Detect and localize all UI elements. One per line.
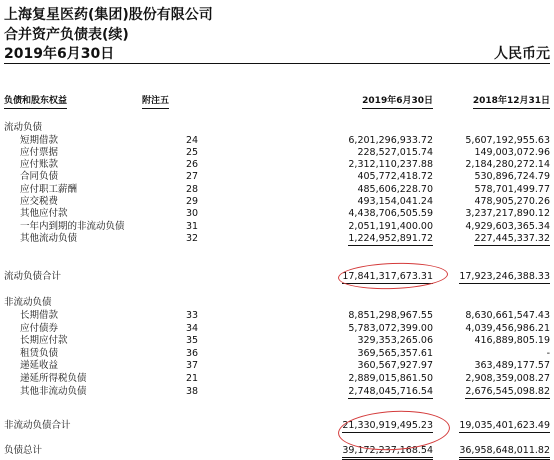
row-value-prior: - [546,347,550,359]
section-title [0,296,554,309]
row-value-prior: 227,445,337.32 [474,232,550,244]
current-liabilities-title: 流动负债 [4,122,43,133]
row-value-current: 8,851,298,967.55 [348,310,433,321]
table-row [0,322,554,335]
table-row [0,347,554,360]
row-value-current: 1,224,952,891.72 [348,232,433,244]
non-current-liabilities-total-prior: 19,035,401,623.49 [459,420,550,431]
row-label: 合同负债 [20,171,59,183]
row-label: 应付职工薪酬 [20,183,78,195]
table-row [0,183,554,196]
row-label: 长期应付款 [20,335,68,347]
table-row [0,170,554,183]
grand-total-prior: 36,958,648,011.82 [459,444,550,460]
section-title [0,121,554,134]
row-note: 27 [186,171,199,183]
table-row [0,334,554,347]
row-value-prior: 578,701,499.77 [474,183,550,195]
statement-date: 2019年6月30日 [4,46,115,62]
row-value-prior: 2,676,545,098.82 [465,385,550,397]
non-current-liabilities-total-label: 非流动负债合计 [4,420,71,431]
row-note: 33 [186,310,199,321]
table-row [0,372,554,385]
row-value-current: 4,438,706,505.59 [348,208,433,220]
non-current-liabilities-title: 非流动负债 [4,297,52,308]
row-note: 28 [186,183,199,195]
table-row [0,134,554,147]
row-note: 25 [186,146,199,158]
row-label: 应交税费 [20,196,59,207]
col-item-header: 负债和股东权益 [4,95,67,109]
row-label: 长期借款 [20,310,59,321]
table-row [0,309,554,322]
row-label: 应付票据 [20,146,59,158]
table-row [0,207,554,220]
row-note: 38 [186,385,199,397]
col-note-header: 附注五 [142,95,169,109]
col-current-header: 2019年6月30日 [362,95,433,109]
table-row [0,195,554,208]
row-label: 递延所得税负债 [20,373,87,384]
column-header-row [0,95,554,108]
header-rule [4,63,550,64]
table-row [0,232,554,245]
row-value-prior: 149,003,072.96 [474,146,550,158]
statement-title: 合并资产负债表(续) [4,27,129,43]
row-label: 租赁负债 [20,347,59,359]
grand-total-label: 负债总计 [4,445,43,456]
row-note: 32 [186,232,199,244]
row-value-prior: 2,184,280,272.14 [465,159,550,171]
current-liabilities-total-label: 流动负债合计 [4,271,62,282]
grand-total-current: 39,172,237,168.54 [342,444,433,460]
row-note: 26 [186,159,199,171]
row-value-prior: 478,905,270.26 [474,196,550,207]
row-value-prior: 363,489,177.57 [474,360,550,372]
row-value-prior: 2,908,359,008.27 [465,373,550,384]
non-current-liabilities-total-row [0,419,554,432]
col-prior-header: 2018年12月31日 [473,95,550,109]
row-value-prior: 4,039,456,986.21 [465,322,550,334]
row-label: 短期借款 [20,134,59,146]
company-name: 上海复星医药(集团)股份有限公司 [4,7,213,23]
grand-total-row [0,444,554,457]
row-value-prior: 4,929,603,365.34 [465,220,550,232]
row-label: 应付债券 [20,322,59,334]
row-value-current: 2,748,045,716.54 [348,385,433,397]
row-value-prior: 5,607,192,955.63 [465,134,550,146]
non-current-liabilities-total-current: 21,330,919,495.23 [342,420,433,431]
row-value-current: 6,201,296,933.72 [348,134,433,146]
row-value-current: 493,154,041.24 [357,196,433,207]
row-note: 34 [186,322,199,334]
row-value-current: 2,889,015,861.50 [348,373,433,384]
row-note: 31 [186,220,199,232]
row-note: 29 [186,196,199,207]
table-row [0,220,554,233]
current-liabilities-total-prior: 17,923,246,388.33 [459,271,550,282]
row-note: 30 [186,208,199,220]
row-value-current: 5,783,072,399.00 [348,322,433,334]
row-value-current: 228,527,015.74 [357,146,433,158]
row-value-prior: 8,630,661,547.43 [465,310,550,321]
table-row [0,146,554,159]
row-label: 一年内到期的非流动负债 [20,220,125,232]
row-note: 35 [186,335,199,347]
row-label: 递延收益 [20,360,59,372]
table-row [0,158,554,171]
currency-label: 人民币元 [494,46,550,62]
row-label: 应付账款 [20,159,59,171]
row-value-current: 2,312,110,237.88 [348,159,433,171]
row-value-current: 485,606,228.70 [357,183,433,195]
row-note: 37 [186,360,199,372]
current-liabilities-total-current: 17,841,317,673.31 [342,271,433,282]
row-value-current: 405,772,418.72 [357,171,433,183]
table-row [0,385,554,398]
row-note: 36 [186,347,199,359]
row-note: 24 [186,134,199,146]
row-value-prior: 416,889,805.19 [474,335,550,347]
row-value-prior: 530,896,724.79 [474,171,550,183]
row-value-prior: 3,237,217,890.12 [465,208,550,220]
row-label: 其他流动负债 [20,232,78,244]
row-value-current: 329,353,265.06 [357,335,433,347]
current-liabilities-total-row [0,270,554,283]
row-value-current: 360,567,927.97 [357,360,433,372]
row-value-current: 2,051,191,400.00 [348,220,433,232]
highlight-oval-current-total [338,261,449,291]
table-row [0,359,554,372]
row-note: 21 [186,373,199,384]
row-label: 其他非流动负债 [20,385,87,397]
row-value-current: 369,565,357.61 [357,347,433,359]
row-label: 其他应付款 [20,208,68,220]
